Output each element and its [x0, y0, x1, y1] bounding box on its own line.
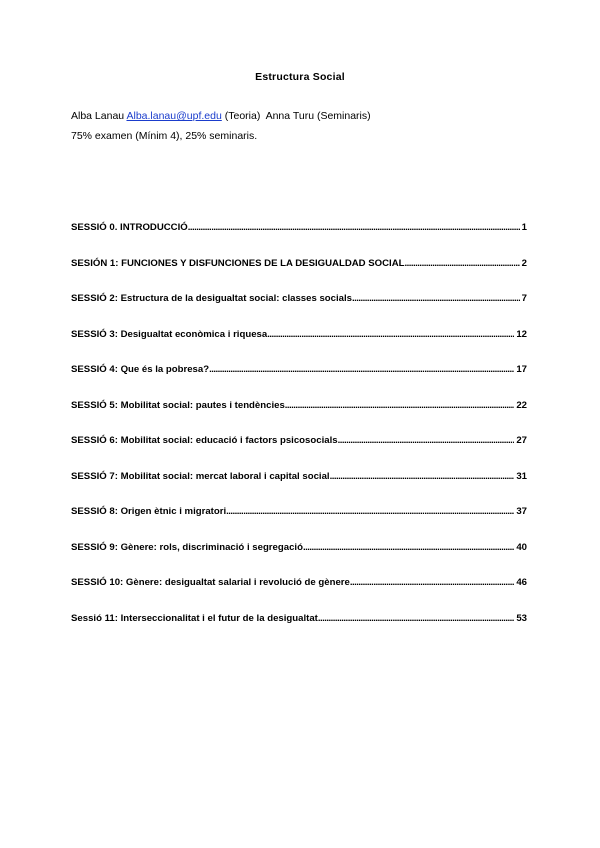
toc-entry-page: 31: [516, 470, 527, 482]
teachers-line: [71, 110, 371, 122]
toc-leader-dots: [188, 222, 520, 233]
toc-entry-title: SESSIÓ 6: Mobilitat social: educació i factors psicosocials: [71, 435, 338, 446]
toc-entry[interactable]: [71, 400, 527, 436]
toc-entry-page: 40: [516, 541, 527, 553]
toc-entry-title: SESSIÓ 7: Mobilitat social: mercat laboral i capital social: [71, 470, 330, 482]
teacher-role: (Teoria): [224, 110, 261, 122]
toc-entry-title: SESSIÓ 0. INTRODUCCIÓ: [71, 222, 188, 233]
table-of-contents: [71, 222, 527, 648]
toc-entry-page: 1: [521, 222, 527, 233]
toc-entry-title: SESSIÓ 2: Estructura de la desigualtat social: classes socials: [71, 293, 353, 304]
toc-leader-dots: [285, 400, 515, 411]
toc-leader-dots: [338, 435, 515, 446]
toc-entry-page: 17: [516, 364, 527, 375]
toc-leader-dots: [226, 506, 514, 517]
toc-entry[interactable]: [71, 506, 527, 542]
toc-entry[interactable]: [71, 293, 527, 329]
toc-entry-page: 12: [516, 328, 527, 340]
document-title: Estructura Social: [255, 71, 345, 83]
teacher-name: Alba Lanau: [71, 110, 125, 122]
toc-entry-page: 7: [521, 293, 527, 304]
toc-entry-page: 53: [516, 612, 527, 624]
toc-leader-dots: [209, 364, 514, 375]
toc-entry-page: 46: [516, 577, 527, 588]
toc-entry[interactable]: [71, 613, 527, 649]
toc-leader-dots: [350, 577, 514, 588]
toc-entry-page: 22: [516, 399, 527, 411]
toc-entry-title: SESSIÓ 4: Que és la pobresa?: [71, 364, 210, 375]
toc-entry-page: 2: [521, 257, 527, 269]
toc-entry[interactable]: [71, 435, 527, 471]
toc-entry-title: SESSIÓ 3: Desigualtat econòmica i riquesa: [71, 328, 268, 340]
teacher-email-link[interactable]: Alba.lanau@upf.edu: [126, 110, 222, 122]
toc-leader-dots: [330, 471, 515, 482]
toc-entry-page: 27: [516, 435, 527, 446]
toc-entry[interactable]: [71, 471, 527, 507]
toc-entry[interactable]: [71, 542, 527, 578]
toc-leader-dots: [318, 613, 514, 624]
toc-entry[interactable]: [71, 258, 527, 294]
toc-entry[interactable]: [71, 577, 527, 613]
toc-entry[interactable]: [71, 364, 527, 400]
toc-entry-title: Sessió 11: Interseccionalitat i el futur de la desigualtat: [71, 612, 318, 624]
toc-entry-page: 37: [516, 506, 527, 517]
toc-entry[interactable]: [71, 222, 527, 258]
toc-leader-dots: [405, 258, 520, 269]
toc-leader-dots: [352, 293, 520, 304]
seminar-teacher: Anna Turu (Seminaris): [265, 110, 371, 122]
toc-entry[interactable]: [71, 329, 527, 365]
toc-entry-title: SESSIÓ 5: Mobilitat social: pautes i tendències: [71, 399, 285, 411]
toc-entry-title: SESSIÓ 9: Gènere: rols, discriminació i segregació: [71, 541, 303, 553]
toc-entry-title: SESSIÓ 8: Origen ètnic i migratori: [71, 506, 227, 517]
toc-entry-title: SESSIÓ 10: Gènere: desigualtat salarial i revolució de gènere: [71, 577, 350, 588]
grading-line: 75% examen (Mínim 4), 25% seminaris.: [71, 130, 258, 142]
toc-leader-dots: [303, 542, 514, 553]
toc-entry-title: SESIÓN 1: FUNCIONES Y DISFUNCIONES DE LA DESIGUALDAD SOCIAL: [71, 257, 405, 269]
toc-leader-dots: [267, 329, 514, 340]
